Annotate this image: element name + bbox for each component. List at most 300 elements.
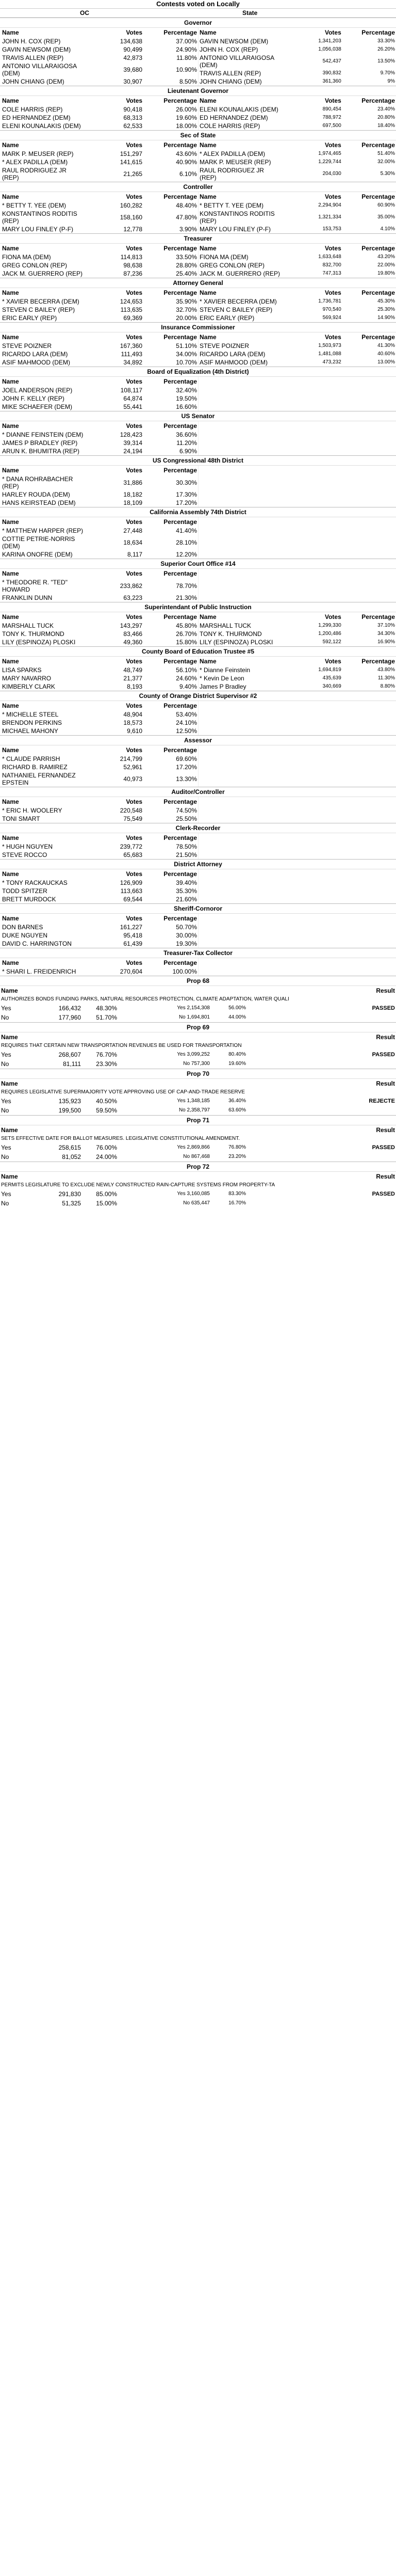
vote-count: 111,493 <box>121 351 143 358</box>
race-title: Attorney General <box>0 278 396 288</box>
header-spacer <box>42 1032 364 1042</box>
vote-count: 239,772 <box>120 843 143 850</box>
percentage-header: Percentage <box>163 798 197 805</box>
percentage-header: Percentage <box>361 29 395 36</box>
state-vote-count: No 635,447 <box>183 1200 210 1206</box>
oc-results-table <box>1 569 198 602</box>
candidate-row <box>1 62 198 77</box>
vote-percentage: 51.10% <box>176 342 197 349</box>
vote-percentage: 48.40% <box>176 202 197 209</box>
vote-percentage: 6.90% <box>179 448 197 455</box>
vote-percentage: 60.90% <box>377 202 395 208</box>
candidate-name: ASIF MAHMOOD (DEM) <box>200 359 268 366</box>
vote-count: 141,615 <box>120 158 143 166</box>
candidate-row <box>199 342 396 350</box>
candidate-name: LILY (ESPINOZA) PLOSKI <box>2 639 76 646</box>
race-grid <box>0 517 396 559</box>
vote-count: 48,749 <box>123 666 143 674</box>
race-title: Superior Court Office #14 <box>0 559 396 569</box>
document-title: Contests voted on Locally <box>0 0 396 9</box>
candidate-row <box>1 727 198 735</box>
candidate-row <box>1 253 198 261</box>
candidate-name: * DIANNE FEINSTEIN (DEM) <box>2 431 84 438</box>
candidate-row <box>1 105 198 114</box>
race-grid <box>0 914 396 948</box>
candidate-row <box>199 225 396 233</box>
vote-count: 697,500 <box>322 123 341 129</box>
candidate-name: COLE HARRIS (REP) <box>200 122 260 130</box>
vote-count: 39,680 <box>123 66 143 73</box>
race-title: Sec of State <box>0 131 396 140</box>
votes-header: Votes <box>126 245 143 252</box>
header-row <box>1 745 198 755</box>
race-section <box>0 507 396 559</box>
votes-header: Votes <box>126 870 143 878</box>
race-grid <box>0 96 396 130</box>
candidate-row <box>1 54 198 62</box>
candidate-row <box>1 499 198 507</box>
candidate-row <box>1 475 198 490</box>
percentage-header: Percentage <box>163 333 197 341</box>
vote-count: 40,973 <box>123 775 143 783</box>
candidate-name: KARINA ONOFRE (DEM) <box>2 551 73 558</box>
candidate-name: * CLAUDE PARRISH <box>2 755 60 762</box>
state-results <box>198 288 396 322</box>
votes-header: Votes <box>126 798 143 805</box>
candidate-row <box>1 342 198 350</box>
candidate-name: JOHN H. COX (REP) <box>2 38 61 45</box>
race-grid <box>0 745 396 787</box>
vote-count: 18,109 <box>123 499 143 506</box>
oc-results-table <box>1 869 198 903</box>
vote-percentage: 78.70% <box>176 582 197 590</box>
vote-percentage: 45.30% <box>377 298 395 304</box>
candidate-name: ED HERNANDEZ (DEM) <box>200 114 268 121</box>
header-row <box>1 244 198 253</box>
name-header: Name <box>200 613 217 621</box>
vote-count: 42,873 <box>123 54 143 61</box>
oc-group-header: OC <box>80 9 89 17</box>
proposition-result <box>246 1013 396 1022</box>
oc-results-table <box>1 517 198 559</box>
votes-header: Votes <box>324 289 341 296</box>
candidate-row <box>1 37 198 45</box>
header-row <box>1 657 198 666</box>
vote-count: 62,533 <box>123 122 143 130</box>
oc-vote-count: 81,111 <box>63 1060 81 1068</box>
vote-count: 233,862 <box>120 582 143 590</box>
state-vote-percentage: 80.40% <box>228 1052 246 1057</box>
race-title: Board of Equalization (4th District) <box>0 367 396 377</box>
yes-vote-row <box>0 1096 396 1106</box>
percentage-header: Percentage <box>163 915 197 922</box>
candidate-name: STEVE POIZNER <box>200 342 250 349</box>
candidate-row <box>1 527 198 535</box>
votes-header: Votes <box>126 29 143 36</box>
candidate-name: NATHANIEL FERNANDEZ EPSTEIN <box>2 772 76 786</box>
vote-count: 9,610 <box>127 727 143 735</box>
candidate-name: ED HERNANDEZ (DEM) <box>2 114 71 121</box>
candidate-row <box>1 638 198 646</box>
header-row <box>1 833 198 842</box>
vote-percentage: 11.30% <box>377 675 395 681</box>
candidate-name: JAMES P BRADLEY (REP) <box>2 439 78 447</box>
name-header: Name <box>2 613 19 621</box>
candidate-row <box>199 297 396 306</box>
name-header: Name <box>2 915 19 922</box>
vote-count: 153,753 <box>322 226 341 232</box>
race-grid <box>0 797 396 823</box>
candidate-row <box>1 269 198 278</box>
vote-count: 48,904 <box>123 711 143 718</box>
race-grid <box>0 332 396 367</box>
candidate-name: * Kevin De Leon <box>200 675 244 682</box>
candidate-name: TONY K. THURMOND <box>2 630 64 638</box>
candidate-name: ERIC EARLY (REP) <box>2 314 57 322</box>
vote-percentage: 8.80% <box>380 683 395 689</box>
candidate-name: * ERIC H. WOOLERY <box>2 807 62 814</box>
vote-count: 1,056,038 <box>318 46 341 52</box>
name-header: Name <box>2 193 19 200</box>
state-results-table <box>199 244 396 278</box>
oc-results-table <box>1 140 198 182</box>
header-row <box>1 28 198 37</box>
state-results <box>198 958 396 976</box>
state-results-table <box>199 28 396 86</box>
oc-vote-count: 291,830 <box>58 1190 81 1198</box>
candidate-row <box>1 150 198 158</box>
percentage-header: Percentage <box>163 613 197 621</box>
candidate-row <box>1 674 198 682</box>
oc-results <box>0 958 198 976</box>
vote-count: 8,193 <box>127 683 143 690</box>
state-results <box>198 140 396 182</box>
oc-vote-percentage: 51.70% <box>96 1014 117 1021</box>
vote-percentage: 11.80% <box>176 54 197 61</box>
percentage-header: Percentage <box>163 378 197 385</box>
percentage-header: Percentage <box>163 702 197 709</box>
proposition-description: SETS EFFECTIVE DATE FOR BALLOT MEASURES. LEGISLATIVE CONSTITUTIONAL AMENDMENT. <box>1 1136 240 1141</box>
candidate-row <box>199 150 396 158</box>
candidate-name: FIONA MA (DEM) <box>2 253 51 261</box>
proposition-section <box>0 1022 396 1069</box>
votes-header: Votes <box>126 289 143 296</box>
vote-percentage: 53.40% <box>176 711 197 718</box>
vote-percentage: 17.30% <box>176 491 197 498</box>
oc-results-table <box>1 914 198 948</box>
candidate-row <box>1 261 198 269</box>
vote-percentage: 14.90% <box>377 315 395 321</box>
vote-count: 49,360 <box>123 639 143 646</box>
proposition-section <box>0 1069 396 1115</box>
candidate-name: ERIC EARLY (REP) <box>200 314 255 322</box>
candidate-name: ELENI KOUNALAKIS (DEM) <box>2 122 81 130</box>
vote-percentage: 20.00% <box>176 314 197 322</box>
name-header: Name <box>1 1173 18 1180</box>
candidate-name: TRAVIS ALLEN (REP) <box>2 54 64 61</box>
vote-count: 1,503,973 <box>318 343 341 348</box>
vote-percentage: 32.00% <box>377 159 395 165</box>
header-row <box>1 869 198 879</box>
vote-percentage: 34.30% <box>377 631 395 637</box>
name-header: Name <box>2 141 19 149</box>
vote-count: 1,321,334 <box>318 214 341 220</box>
race-section <box>0 18 396 86</box>
vote-count: 21,377 <box>123 675 143 682</box>
vote-percentage: 8.50% <box>179 78 197 85</box>
vote-label: Yes <box>1 1190 11 1198</box>
state-vote-count: No 1,694,801 <box>178 1014 210 1020</box>
proposition-result: PASSED <box>372 1052 395 1058</box>
votes-header: Votes <box>126 333 143 341</box>
candidate-name: MIKE SCHAEFER (DEM) <box>2 403 73 410</box>
name-header: Name <box>2 746 19 754</box>
votes-header: Votes <box>324 333 341 341</box>
no-vote-row <box>0 1013 396 1022</box>
proposition-header-row <box>0 986 396 995</box>
race-section <box>0 559 396 602</box>
race-section <box>0 233 396 278</box>
oc-results <box>0 657 198 691</box>
candidate-row <box>199 630 396 638</box>
vote-percentage: 37.00% <box>176 38 197 45</box>
candidate-row <box>1 166 198 182</box>
name-header: Name <box>2 29 19 36</box>
result-header: Result <box>376 987 395 994</box>
candidate-name: JOHN CHIANG (DEM) <box>200 78 262 85</box>
state-results <box>198 745 396 787</box>
oc-results-table <box>1 657 198 691</box>
candidate-row <box>1 403 198 411</box>
race-grid <box>0 958 396 976</box>
header-row <box>199 657 396 666</box>
oc-results <box>0 244 198 278</box>
state-results <box>198 869 396 903</box>
votes-header: Votes <box>126 702 143 709</box>
vote-count: 63,223 <box>123 594 143 601</box>
vote-percentage: 100.00% <box>172 968 197 975</box>
votes-header: Votes <box>126 467 143 474</box>
candidate-name: BRENDON PERKINS <box>2 719 62 726</box>
name-header: Name <box>2 378 19 385</box>
race-grid <box>0 569 396 602</box>
vote-count: 832,700 <box>322 262 341 268</box>
candidate-row <box>1 386 198 394</box>
vote-count: 970,540 <box>322 307 341 312</box>
oc-results <box>0 569 198 602</box>
name-header: Name <box>200 245 217 252</box>
vote-percentage: 5.30% <box>380 171 395 177</box>
state-vote-count: Yes 1,348,185 <box>177 1098 210 1104</box>
oc-results <box>0 421 198 455</box>
race-grid <box>0 657 396 691</box>
oc-results <box>0 869 198 903</box>
candidate-name: COLE HARRIS (REP) <box>2 106 63 113</box>
candidate-name: LILY (ESPINOZA) PLOSKI <box>200 639 273 646</box>
vote-count: 12,778 <box>123 226 143 233</box>
candidate-row <box>1 895 198 903</box>
candidate-row <box>199 114 396 122</box>
vote-count: 1,974,465 <box>318 151 341 156</box>
votes-header: Votes <box>126 193 143 200</box>
result-header: Result <box>376 1173 395 1180</box>
proposition-title: Prop 68 <box>0 976 396 986</box>
header-spacer <box>42 1125 364 1135</box>
candidate-row <box>1 842 198 851</box>
candidate-name: MARK P. MEUSER (REP) <box>2 150 74 157</box>
proposition-header-row <box>0 1079 396 1088</box>
state-vote-percentage: 19.60% <box>228 1061 246 1067</box>
header-spacer <box>42 986 364 995</box>
name-header: Name <box>2 702 19 709</box>
name-header: Name <box>200 289 217 296</box>
state-vote-count: Yes 2,154,308 <box>177 1005 210 1011</box>
header-row <box>199 28 396 37</box>
vote-percentage: 35.30% <box>176 887 197 895</box>
vote-percentage: 21.50% <box>176 851 197 858</box>
state-vote-count: No 757,300 <box>183 1061 210 1067</box>
race-section <box>0 182 396 233</box>
vote-percentage: 19.80% <box>377 271 395 276</box>
race-section <box>0 646 396 691</box>
state-results <box>198 657 396 691</box>
race-section <box>0 787 396 823</box>
votes-header: Votes <box>126 97 143 104</box>
candidate-row <box>1 490 198 499</box>
vote-percentage: 30.30% <box>176 479 197 486</box>
candidate-row <box>1 622 198 630</box>
candidate-name: ASIF MAHMOOD (DEM) <box>2 359 70 366</box>
oc-vote-percentage: 24.00% <box>96 1153 117 1160</box>
race-title: Lieutenant Governor <box>0 86 396 96</box>
name-header: Name <box>200 333 217 341</box>
race-title: US Congressional 48th District <box>0 456 396 466</box>
oc-results-table <box>1 28 198 86</box>
candidate-row <box>199 314 396 322</box>
header-row <box>199 288 396 297</box>
race-section <box>0 278 396 322</box>
percentage-header: Percentage <box>361 333 395 341</box>
state-vote-count: Yes 3,160,085 <box>177 1191 210 1197</box>
candidate-row <box>1 550 198 559</box>
candidate-row <box>1 297 198 306</box>
oc-vote-count: 135,923 <box>58 1098 81 1105</box>
state-results <box>198 914 396 948</box>
vote-percentage: 9% <box>387 78 395 84</box>
candidate-row <box>1 158 198 166</box>
vote-count: 113,663 <box>120 887 143 895</box>
header-row <box>1 612 198 622</box>
yes-vote-row <box>0 1004 396 1013</box>
oc-results <box>0 797 198 823</box>
state-results <box>198 569 396 602</box>
vote-percentage: 43.80% <box>377 667 395 673</box>
state-results <box>198 332 396 367</box>
header-row <box>1 466 198 475</box>
oc-vote-percentage: 59.50% <box>96 1107 117 1114</box>
vote-count: 55,441 <box>123 403 143 410</box>
race-title: Treasurer <box>0 234 396 244</box>
state-results <box>198 96 396 130</box>
state-results <box>198 421 396 455</box>
vote-count: 151,297 <box>120 150 143 157</box>
votes-header: Votes <box>324 613 341 621</box>
candidate-row <box>199 350 396 358</box>
vote-percentage: 33.30% <box>377 38 395 44</box>
oc-results <box>0 612 198 646</box>
state-results <box>198 701 396 735</box>
name-header: Name <box>200 29 217 36</box>
percentage-header: Percentage <box>163 959 197 966</box>
vote-count: 361,360 <box>322 78 341 84</box>
vote-percentage: 15.80% <box>176 639 197 646</box>
candidate-row <box>1 967 198 976</box>
vote-count: 390,832 <box>322 70 341 76</box>
candidate-row <box>199 77 396 86</box>
state-results-table <box>199 192 396 233</box>
oc-results <box>0 288 198 322</box>
proposition-result: PASSED <box>372 1005 395 1011</box>
proposition-section <box>0 1162 396 1208</box>
oc-vote-percentage: 23.30% <box>96 1060 117 1068</box>
candidate-name: * MATTHEW HARPER (REP) <box>2 527 84 534</box>
oc-results-table <box>1 244 198 278</box>
vote-percentage: 19.50% <box>176 395 197 402</box>
vote-percentage: 24.60% <box>176 675 197 682</box>
vote-percentage: 13.00% <box>377 359 395 365</box>
name-header: Name <box>2 289 19 296</box>
state-vote-count: No 867,468 <box>183 1154 210 1159</box>
header-row <box>1 377 198 386</box>
candidate-row <box>1 755 198 763</box>
candidate-row <box>199 682 396 691</box>
vote-count: 134,638 <box>120 38 143 45</box>
vote-count: 68,313 <box>123 114 143 121</box>
vote-percentage: 10.70% <box>176 359 197 366</box>
vote-percentage: 32.70% <box>176 306 197 313</box>
votes-header: Votes <box>126 141 143 149</box>
candidate-row <box>1 431 198 439</box>
race-title: Superintendant of Public Instruction <box>0 602 396 612</box>
candidate-name: RICARDO LARA (DEM) <box>200 351 266 358</box>
race-section <box>0 735 396 787</box>
state-vote-percentage: 83.30% <box>228 1191 246 1197</box>
name-header: Name <box>2 570 19 577</box>
vote-count: 114,813 <box>120 253 143 261</box>
vote-count: 435,639 <box>322 675 341 681</box>
race-title: Treasurer-Tax Collector <box>0 948 396 958</box>
vote-percentage: 40.60% <box>377 351 395 357</box>
oc-vote-count: 166,432 <box>58 1005 81 1012</box>
candidate-name: RICARDO LARA (DEM) <box>2 351 68 358</box>
oc-results-table <box>1 288 198 322</box>
oc-results <box>0 192 198 233</box>
result-header: Result <box>376 1080 395 1087</box>
candidate-row <box>1 887 198 895</box>
state-vote-percentage: 76.80% <box>228 1144 246 1150</box>
candidate-row <box>199 54 396 69</box>
oc-results <box>0 517 198 559</box>
name-header: Name <box>2 834 19 841</box>
candidate-row <box>1 806 198 815</box>
vote-count: 542,437 <box>322 58 341 64</box>
race-grid <box>0 140 396 182</box>
name-header: Name <box>1 1126 18 1134</box>
result-header: Result <box>376 1126 395 1134</box>
candidate-name: MARY LOU FINLEY (P-F) <box>2 226 74 233</box>
name-header: Name <box>2 658 19 665</box>
votes-header: Votes <box>126 658 143 665</box>
